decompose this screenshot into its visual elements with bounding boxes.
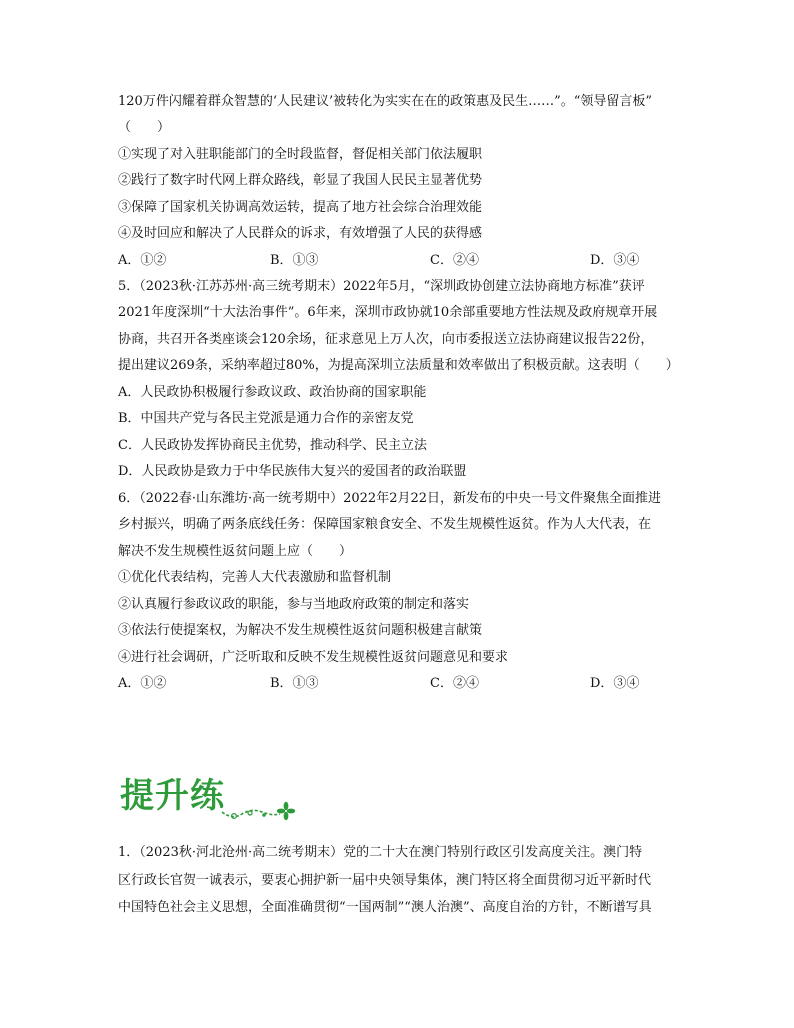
q6-stem-line-3: 解决不发生规模性返贫问题上应（ ） [118, 544, 353, 559]
q4-option-c[interactable]: C．②④ [430, 253, 479, 268]
q6-option-c[interactable]: C．②④ [430, 676, 479, 691]
q5-option-d[interactable]: D．人民政协是致力于中华民族伟大复兴的爱国者的政治联盟 [118, 464, 467, 479]
section-heading-text: 提升练 [120, 776, 225, 816]
q6-statement-1: ①优化代表结构，完善人大代表激励和监督机制 [118, 570, 392, 585]
q6-options [118, 675, 688, 693]
q6-option-a[interactable]: A．①② [118, 676, 167, 691]
q5-stem-line-4: 提出建议269条，采纳率超过80%，为提高深圳立法质量和效率做出了积极贡献。这表明（ ） [118, 358, 679, 373]
q4-option-b[interactable]: B．①③ [270, 253, 319, 268]
q5-stem-line-1: 5．（2023秋·江苏苏州·高三统考期末）2022年5月，“深圳政协创建立法协商地方标准”获评 [118, 279, 645, 294]
q4-stem-tail: 120万件闪耀着群众智慧的‘人民建议’被转化为实实在在的政策惠及民生……”。“领导留言板” [118, 94, 653, 109]
q4-statement-4: ④及时回应和解决了人民群众的诉求，有效增强了人民的获得感 [118, 226, 483, 241]
s1-stem-line-1: 1．（2023秋·河北沧州·高二统考期末）党的二十大在澳门特别行政区引发高度关注。澳门特 [118, 845, 643, 860]
q4-statement-2: ②践行了数字时代网上群众路线，彰显了我国人民民主显著优势 [118, 173, 483, 188]
vine-decoration-icon [220, 800, 300, 822]
q4-statement-3: ③保障了国家机关协调高效运转，提高了地方社会综合治理效能 [118, 200, 483, 215]
q4-option-a[interactable]: A．①② [118, 253, 167, 268]
q5-option-a[interactable]: A．人民政协积极履行参政议政、政治协商的国家职能 [118, 385, 427, 400]
q6-statement-3: ③依法行使提案权，为解决不发生规模性返贫问题积极建言献策 [118, 623, 483, 638]
q6-option-d[interactable]: D．③④ [590, 676, 640, 691]
q5-stem-line-3: 协商，共召开各类座谈会120余场，征求意见上万人次，向市委报送立法协商建议报告22份， [118, 332, 654, 347]
section-heading [120, 776, 300, 822]
q5-option-c[interactable]: C．人民政协发挥协商民主优势，推动科学、民主立法 [118, 438, 427, 453]
s1-stem-line-3: 中国特色社会主义思想，全面准确贯彻“一国两制”“澳人治澳”、高度自治的方针，不断谱写具 [118, 900, 652, 915]
q6-statement-4: ④进行社会调研，广泛听取和反映不发生规模性返贫问题意见和要求 [118, 650, 509, 665]
q4-statement-1: ①实现了对入驻职能部门的全时段监督，督促相关部门依法履职 [118, 147, 483, 162]
s1-stem-line-2: 区行政长官贺一诚表示，要衷心拥护新一届中央领导集体，澳门特区将全面贯彻习近平新时代 [118, 873, 652, 888]
q4-option-d[interactable]: D．③④ [590, 253, 640, 268]
q6-stem-line-1: 6．（2022春·山东潍坊·高一统考期中）2022年2月22日，新发布的中央一号文件聚焦全面推进 [118, 491, 662, 506]
q5-stem-line-2: 2021年度深圳“十大法治事件”。6年来，深圳市政协就10余部重要地方性法规及政府规章开展 [118, 305, 658, 320]
q6-option-b[interactable]: B．①③ [270, 676, 319, 691]
q4-options [118, 252, 688, 270]
q4-answer-paren: （ ） [118, 120, 171, 135]
q6-statement-2: ②认真履行参政议政的职能，参与当地政府政策的制定和落实 [118, 597, 470, 612]
q5-option-b[interactable]: B．中国共产党与各民主党派是通力合作的亲密友党 [118, 411, 414, 426]
q6-stem-line-2: 乡村振兴，明确了两条底线任务：保障国家粮食安全、不发生规模性返贫。作为人大代表，在 [118, 517, 652, 532]
